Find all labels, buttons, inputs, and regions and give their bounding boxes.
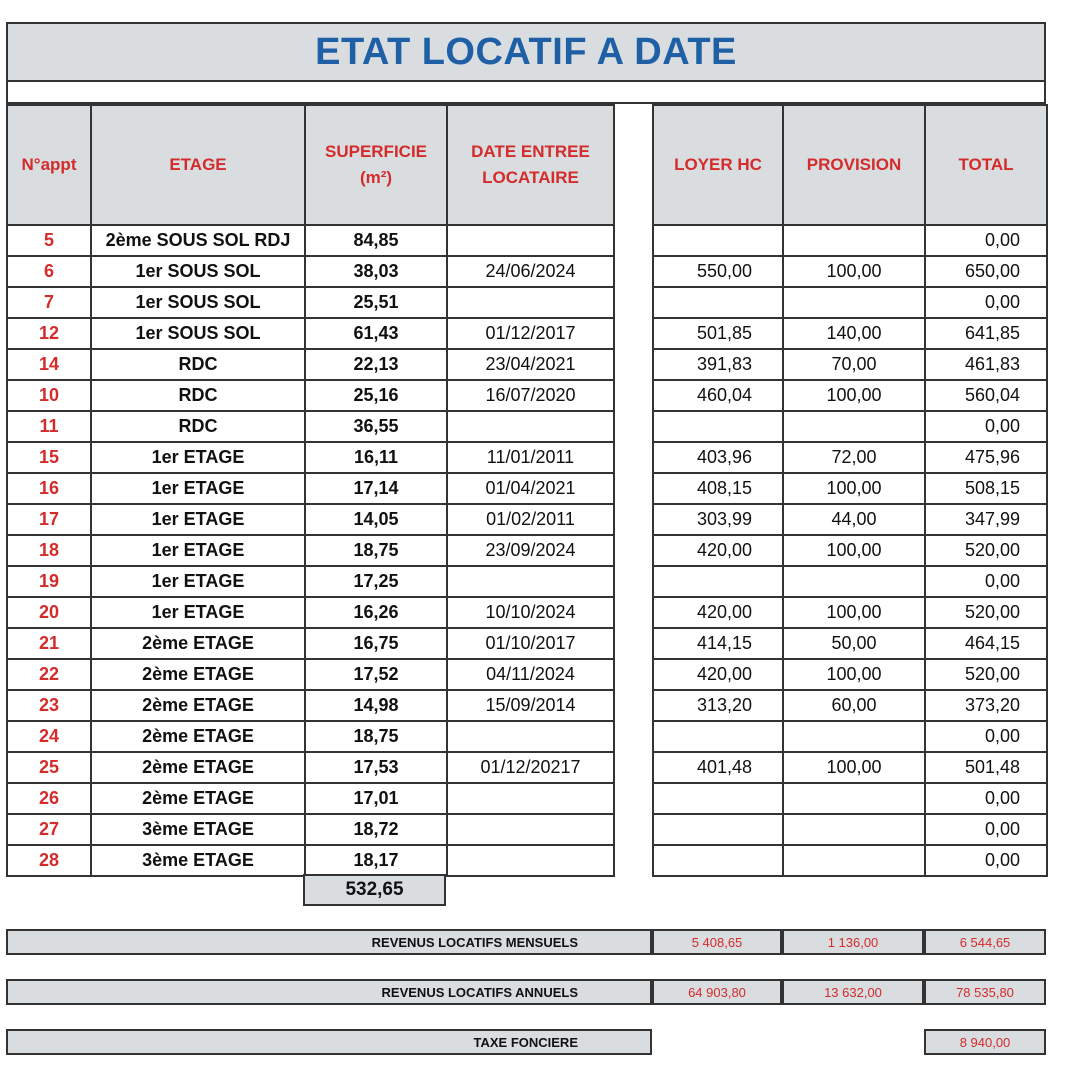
etage-cell: 1er SOUS SOL <box>91 256 305 287</box>
superficie-cell: 18,75 <box>305 721 447 752</box>
table-row <box>653 814 1047 845</box>
total-cell: 641,85 <box>925 318 1047 349</box>
date-entree-cell: 23/09/2024 <box>447 535 614 566</box>
appt-number: 24 <box>7 721 91 752</box>
etage-cell: 2ème ETAGE <box>91 628 305 659</box>
table-row <box>7 225 614 256</box>
total-cell: 508,15 <box>925 473 1047 504</box>
table-row <box>653 504 1047 535</box>
table-row <box>653 628 1047 659</box>
appt-number: 14 <box>7 349 91 380</box>
loyer-hc-cell: 313,20 <box>653 690 783 721</box>
appt-number: 19 <box>7 566 91 597</box>
etage-cell: 1er ETAGE <box>91 473 305 504</box>
revenus-annuels-provision: 13 632,00 <box>782 979 924 1005</box>
appt-number: 27 <box>7 814 91 845</box>
superficie-cell: 25,51 <box>305 287 447 318</box>
superficie-cell: 17,53 <box>305 752 447 783</box>
revenus-annuels-label: REVENUS LOCATIFS ANNUELS <box>6 979 652 1005</box>
table-row <box>653 442 1047 473</box>
loyer-hc-cell <box>653 814 783 845</box>
total-cell: 520,00 <box>925 597 1047 628</box>
total-cell: 0,00 <box>925 845 1047 876</box>
loyer-hc-cell: 550,00 <box>653 256 783 287</box>
provision-cell <box>783 783 925 814</box>
provision-cell: 100,00 <box>783 535 925 566</box>
appt-number: 10 <box>7 380 91 411</box>
date-entree-cell: 24/06/2024 <box>447 256 614 287</box>
total-cell: 461,83 <box>925 349 1047 380</box>
loyer-hc-cell <box>653 566 783 597</box>
loyer-hc-cell <box>653 411 783 442</box>
superficie-cell: 18,17 <box>305 845 447 876</box>
page-title: ETAT LOCATIF A DATE <box>6 22 1046 82</box>
rent-table <box>652 104 1048 877</box>
etage-cell: RDC <box>91 411 305 442</box>
table-row <box>653 783 1047 814</box>
header-appt: N°appt <box>7 105 91 225</box>
date-entree-cell <box>447 225 614 256</box>
appt-number: 16 <box>7 473 91 504</box>
superficie-total: 532,65 <box>303 874 446 906</box>
total-cell: 464,15 <box>925 628 1047 659</box>
etage-cell: 2ème ETAGE <box>91 690 305 721</box>
table-row <box>653 411 1047 442</box>
etage-cell: 1er ETAGE <box>91 597 305 628</box>
header-superficie-line1: SUPERFICIE <box>324 142 428 161</box>
taxe-fonciere-label: TAXE FONCIERE <box>6 1029 652 1055</box>
superficie-cell: 25,16 <box>305 380 447 411</box>
date-entree-cell <box>447 845 614 876</box>
header-superficie-line2: (m²) <box>359 168 393 187</box>
date-entree-cell <box>447 411 614 442</box>
table-row <box>653 535 1047 566</box>
appt-number: 26 <box>7 783 91 814</box>
etage-cell: 1er ETAGE <box>91 535 305 566</box>
superficie-cell: 36,55 <box>305 411 447 442</box>
total-cell: 475,96 <box>925 442 1047 473</box>
header-date-line1: DATE ENTREE <box>471 142 590 161</box>
appt-number: 11 <box>7 411 91 442</box>
total-cell: 0,00 <box>925 287 1047 318</box>
date-entree-cell <box>447 814 614 845</box>
table-row <box>653 690 1047 721</box>
date-entree-cell: 01/12/2017 <box>447 318 614 349</box>
date-entree-cell: 01/02/2011 <box>447 504 614 535</box>
table-row <box>7 349 614 380</box>
total-cell: 347,99 <box>925 504 1047 535</box>
superficie-cell: 16,75 <box>305 628 447 659</box>
table-row <box>653 566 1047 597</box>
superficie-cell: 17,01 <box>305 783 447 814</box>
provision-cell: 100,00 <box>783 659 925 690</box>
total-cell: 0,00 <box>925 566 1047 597</box>
date-entree-cell: 04/11/2024 <box>447 659 614 690</box>
total-cell: 520,00 <box>925 535 1047 566</box>
superficie-cell: 17,52 <box>305 659 447 690</box>
appt-number: 22 <box>7 659 91 690</box>
provision-cell <box>783 411 925 442</box>
table-row <box>7 690 614 721</box>
loyer-hc-cell <box>653 225 783 256</box>
revenus-mensuels-total: 6 544,65 <box>924 929 1046 955</box>
header-date-entree <box>447 105 614 225</box>
table-row <box>653 721 1047 752</box>
appt-number: 6 <box>7 256 91 287</box>
etage-cell: RDC <box>91 349 305 380</box>
table-row <box>7 659 614 690</box>
header-provision: PROVISION <box>783 105 925 225</box>
header-superficie <box>305 105 447 225</box>
appt-number: 15 <box>7 442 91 473</box>
loyer-hc-cell <box>653 845 783 876</box>
total-cell: 0,00 <box>925 411 1047 442</box>
date-entree-cell: 11/01/2011 <box>447 442 614 473</box>
loyer-hc-cell: 403,96 <box>653 442 783 473</box>
etage-cell: 2ème ETAGE <box>91 752 305 783</box>
table-row <box>7 845 614 876</box>
header-total: TOTAL <box>925 105 1047 225</box>
superficie-cell: 16,26 <box>305 597 447 628</box>
loyer-hc-cell: 414,15 <box>653 628 783 659</box>
table-row <box>7 442 614 473</box>
superficie-cell: 22,13 <box>305 349 447 380</box>
appt-number: 21 <box>7 628 91 659</box>
date-entree-cell <box>447 287 614 318</box>
date-entree-cell: 10/10/2024 <box>447 597 614 628</box>
etage-cell: 3ème ETAGE <box>91 814 305 845</box>
table-row <box>7 473 614 504</box>
provision-cell: 100,00 <box>783 380 925 411</box>
total-cell: 373,20 <box>925 690 1047 721</box>
table-row <box>653 349 1047 380</box>
etage-cell: 2ème ETAGE <box>91 783 305 814</box>
provision-cell: 44,00 <box>783 504 925 535</box>
provision-cell: 72,00 <box>783 442 925 473</box>
loyer-hc-cell: 420,00 <box>653 535 783 566</box>
loyer-hc-cell <box>653 287 783 318</box>
etage-cell: 1er ETAGE <box>91 504 305 535</box>
etage-cell: 2ème ETAGE <box>91 721 305 752</box>
appt-number: 28 <box>7 845 91 876</box>
superficie-cell: 84,85 <box>305 225 447 256</box>
apartments-table <box>6 104 615 877</box>
provision-cell: 140,00 <box>783 318 925 349</box>
etage-cell: 1er ETAGE <box>91 566 305 597</box>
table-row <box>7 752 614 783</box>
table-row <box>653 845 1047 876</box>
loyer-hc-cell: 303,99 <box>653 504 783 535</box>
total-cell: 650,00 <box>925 256 1047 287</box>
total-cell: 520,00 <box>925 659 1047 690</box>
header-etage: ETAGE <box>91 105 305 225</box>
table-row <box>7 535 614 566</box>
provision-cell: 100,00 <box>783 473 925 504</box>
appt-number: 18 <box>7 535 91 566</box>
total-cell: 0,00 <box>925 814 1047 845</box>
superficie-cell: 18,75 <box>305 535 447 566</box>
total-cell: 501,48 <box>925 752 1047 783</box>
superficie-cell: 61,43 <box>305 318 447 349</box>
table-row <box>7 411 614 442</box>
etage-cell: RDC <box>91 380 305 411</box>
superficie-cell: 14,05 <box>305 504 447 535</box>
total-cell: 0,00 <box>925 225 1047 256</box>
date-entree-cell: 01/10/2017 <box>447 628 614 659</box>
table-row <box>7 597 614 628</box>
loyer-hc-cell: 501,85 <box>653 318 783 349</box>
provision-cell: 100,00 <box>783 752 925 783</box>
appt-number: 25 <box>7 752 91 783</box>
date-entree-cell <box>447 783 614 814</box>
etage-cell: 1er SOUS SOL <box>91 287 305 318</box>
revenus-annuels-loyer: 64 903,80 <box>652 979 782 1005</box>
appt-number: 23 <box>7 690 91 721</box>
superficie-cell: 18,72 <box>305 814 447 845</box>
table-row <box>653 225 1047 256</box>
loyer-hc-cell: 420,00 <box>653 659 783 690</box>
revenus-mensuels-loyer: 5 408,65 <box>652 929 782 955</box>
loyer-hc-cell: 401,48 <box>653 752 783 783</box>
provision-cell: 70,00 <box>783 349 925 380</box>
superficie-cell: 16,11 <box>305 442 447 473</box>
provision-cell <box>783 287 925 318</box>
appt-number: 20 <box>7 597 91 628</box>
superficie-cell: 17,14 <box>305 473 447 504</box>
revenus-annuels-total: 78 535,80 <box>924 979 1046 1005</box>
etage-cell: 2ème ETAGE <box>91 659 305 690</box>
date-entree-cell <box>447 566 614 597</box>
provision-cell <box>783 814 925 845</box>
date-entree-cell: 01/04/2021 <box>447 473 614 504</box>
total-cell: 560,04 <box>925 380 1047 411</box>
superficie-cell: 14,98 <box>305 690 447 721</box>
etage-cell: 2ème SOUS SOL RDJ <box>91 225 305 256</box>
table-row <box>7 380 614 411</box>
provision-cell <box>783 721 925 752</box>
appt-number: 12 <box>7 318 91 349</box>
table-row <box>653 380 1047 411</box>
header-loyer-hc: LOYER HC <box>653 105 783 225</box>
table-row <box>653 597 1047 628</box>
taxe-fonciere-total: 8 940,00 <box>924 1029 1046 1055</box>
etage-cell: 1er ETAGE <box>91 442 305 473</box>
appt-number: 7 <box>7 287 91 318</box>
provision-cell: 50,00 <box>783 628 925 659</box>
date-entree-cell: 16/07/2020 <box>447 380 614 411</box>
table-row <box>653 752 1047 783</box>
date-entree-cell: 23/04/2021 <box>447 349 614 380</box>
table-row <box>7 318 614 349</box>
loyer-hc-cell: 460,04 <box>653 380 783 411</box>
table-row <box>7 287 614 318</box>
provision-cell: 100,00 <box>783 256 925 287</box>
table-row <box>7 566 614 597</box>
table-row <box>7 783 614 814</box>
table-row <box>7 628 614 659</box>
provision-cell <box>783 225 925 256</box>
title-spacer <box>6 82 1046 104</box>
table-row <box>653 473 1047 504</box>
table-row <box>7 721 614 752</box>
table-row <box>7 814 614 845</box>
loyer-hc-cell: 391,83 <box>653 349 783 380</box>
provision-cell: 60,00 <box>783 690 925 721</box>
etage-cell: 3ème ETAGE <box>91 845 305 876</box>
superficie-cell: 17,25 <box>305 566 447 597</box>
revenus-mensuels-provision: 1 136,00 <box>782 929 924 955</box>
loyer-hc-cell <box>653 721 783 752</box>
revenus-mensuels-label: REVENUS LOCATIFS MENSUELS <box>6 929 652 955</box>
total-cell: 0,00 <box>925 721 1047 752</box>
loyer-hc-cell <box>653 783 783 814</box>
header-date-line2: LOCATAIRE <box>482 168 579 187</box>
etage-cell: 1er SOUS SOL <box>91 318 305 349</box>
table-row <box>653 287 1047 318</box>
date-entree-cell <box>447 721 614 752</box>
provision-cell <box>783 845 925 876</box>
appt-number: 17 <box>7 504 91 535</box>
appt-number: 5 <box>7 225 91 256</box>
loyer-hc-cell: 420,00 <box>653 597 783 628</box>
superficie-cell: 38,03 <box>305 256 447 287</box>
provision-cell <box>783 566 925 597</box>
loyer-hc-cell: 408,15 <box>653 473 783 504</box>
date-entree-cell: 01/12/20217 <box>447 752 614 783</box>
table-row <box>653 318 1047 349</box>
provision-cell: 100,00 <box>783 597 925 628</box>
table-row <box>7 504 614 535</box>
date-entree-cell: 15/09/2014 <box>447 690 614 721</box>
table-row <box>653 659 1047 690</box>
table-row <box>653 256 1047 287</box>
total-cell: 0,00 <box>925 783 1047 814</box>
table-row <box>7 256 614 287</box>
